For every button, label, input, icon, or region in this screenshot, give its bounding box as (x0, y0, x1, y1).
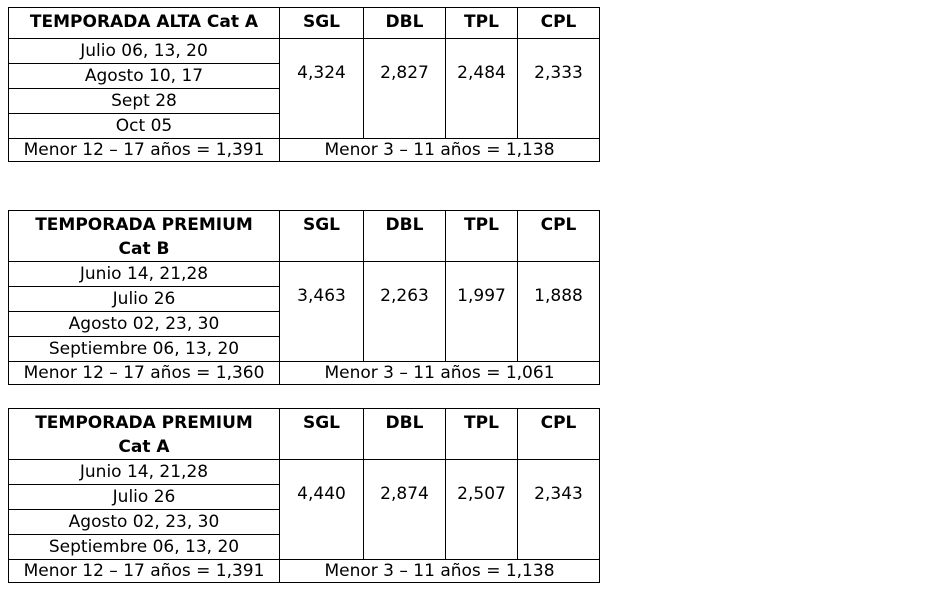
price-tpl: 2,507 (446, 460, 518, 560)
minor-child-price: Menor 3 – 11 años = 1,138 (280, 139, 600, 162)
header-dbl: DBL (364, 211, 446, 262)
date-cell: Junio 14, 21,28 (9, 262, 280, 287)
date-cell: Septiembre 06, 13, 20 (9, 337, 280, 362)
header-sgl: SGL (280, 211, 364, 262)
season-title (9, 8, 280, 39)
season-title (9, 211, 280, 262)
price-cpl: 2,343 (518, 460, 600, 560)
date-cell: Agosto 10, 17 (9, 64, 280, 89)
rate-table-premium-cat-a (8, 408, 600, 583)
price-cpl: 1,888 (518, 262, 600, 362)
date-cell: Julio 26 (9, 287, 280, 312)
minor-child-price: Menor 3 – 11 años = 1,061 (280, 362, 600, 385)
header-row (9, 409, 600, 460)
header-row (9, 8, 600, 39)
header-cpl: CPL (518, 211, 600, 262)
price-dbl: 2,263 (364, 262, 446, 362)
header-cpl: CPL (518, 409, 600, 460)
date-row (9, 262, 600, 287)
date-row (9, 39, 600, 64)
header-dbl: DBL (364, 8, 446, 39)
date-cell: Septiembre 06, 13, 20 (9, 535, 280, 560)
date-cell: Agosto 02, 23, 30 (9, 312, 280, 337)
price-tpl: 1,997 (446, 262, 518, 362)
date-row (9, 460, 600, 485)
date-cell: Agosto 02, 23, 30 (9, 510, 280, 535)
price-dbl: 2,874 (364, 460, 446, 560)
header-sgl: SGL (280, 8, 364, 39)
date-cell: Oct 05 (9, 114, 280, 139)
header-sgl: SGL (280, 409, 364, 460)
date-cell: Sept 28 (9, 89, 280, 114)
header-tpl: TPL (446, 8, 518, 39)
minor-teen-price: Menor 12 – 17 años = 1,360 (9, 362, 280, 385)
price-dbl: 2,827 (364, 39, 446, 139)
season-title-line2: Cat B (118, 239, 170, 259)
header-tpl: TPL (446, 409, 518, 460)
price-cpl: 2,333 (518, 39, 600, 139)
date-cell: Julio 26 (9, 485, 280, 510)
price-tpl: 2,484 (446, 39, 518, 139)
header-cpl: CPL (518, 8, 600, 39)
minor-child-price: Menor 3 – 11 años = 1,138 (280, 560, 600, 583)
price-sgl: 4,440 (280, 460, 364, 560)
season-title-line1: TEMPORADA PREMIUM (35, 413, 253, 433)
date-cell: Junio 14, 21,28 (9, 460, 280, 485)
season-title (9, 409, 280, 460)
season-title-line1: TEMPORADA ALTA Cat A (29, 12, 259, 32)
minor-row (9, 139, 600, 162)
minor-teen-price: Menor 12 – 17 años = 1,391 (9, 560, 280, 583)
minor-row (9, 362, 600, 385)
price-sgl: 3,463 (280, 262, 364, 362)
season-title-line2: Cat A (118, 437, 170, 457)
date-cell: Julio 06, 13, 20 (9, 39, 280, 64)
minor-row (9, 560, 600, 583)
price-sgl: 4,324 (280, 39, 364, 139)
header-row (9, 211, 600, 262)
rate-table-premium-cat-b (8, 210, 600, 385)
header-tpl: TPL (446, 211, 518, 262)
rate-table-alta-cat-a (8, 7, 600, 162)
header-dbl: DBL (364, 409, 446, 460)
season-title-line1: TEMPORADA PREMIUM (35, 215, 253, 235)
minor-teen-price: Menor 12 – 17 años = 1,391 (9, 139, 280, 162)
